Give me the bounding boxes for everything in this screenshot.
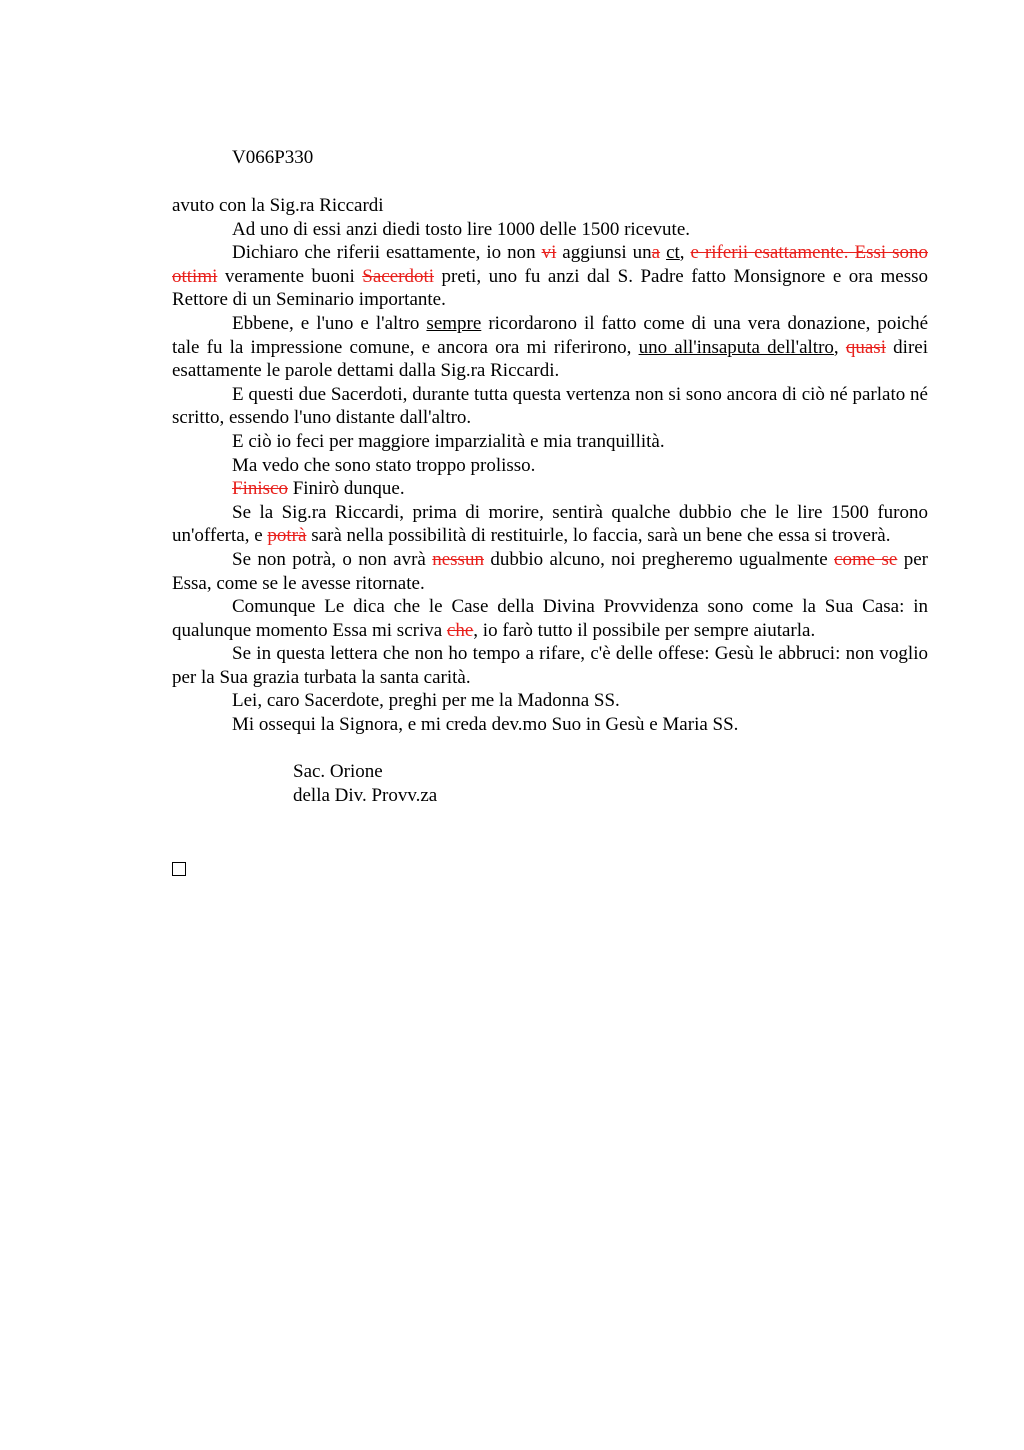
paragraph xyxy=(172,218,928,242)
text-segment: Se in questa lettera che non ho tempo a rifare, c'è delle offese: Gesù le abbruci: non voglio per la Sua grazia turbata la santa carità. xyxy=(172,643,928,688)
paragraph xyxy=(172,595,928,642)
paragraph xyxy=(172,454,928,478)
text-segment: avuto con la Sig.ra Riccardi xyxy=(172,195,384,216)
signature-spacer xyxy=(172,737,928,761)
text-segment: veramente buoni xyxy=(217,265,363,287)
text-segment: Ad uno di essi anzi diedi tosto lire 1000 delle 1500 ricevute. xyxy=(232,218,691,240)
deleted-text: quasi xyxy=(845,336,886,358)
text-segment: ricordarono il fatto come di una vera donazione, poiché tale fu la impressione comune, e ancora ora mi riferirono, xyxy=(172,312,929,358)
paragraph xyxy=(172,383,928,430)
deleted-text: Sacerdoti xyxy=(362,265,435,287)
paragraph xyxy=(172,430,928,454)
paragraph xyxy=(172,713,928,737)
text-segment: preti, uno fu anzi dal S. Padre fatto Monsignore e ora messo Rettore di un Seminario importante. xyxy=(172,265,928,311)
paragraph xyxy=(172,642,928,689)
deleted-text: a xyxy=(651,242,661,264)
deleted-text: Finisco xyxy=(232,478,288,500)
text-segment: dubbio alcuno, noi pregheremo ugualmente xyxy=(483,548,835,570)
deleted-text: vi xyxy=(541,242,557,264)
paragraph xyxy=(172,548,928,595)
paragraph xyxy=(172,312,928,383)
text-segment: per Essa, come se le avesse ritornate. xyxy=(172,548,929,594)
deleted-text: come se xyxy=(834,548,898,570)
paragraph xyxy=(172,689,928,713)
text-segment: Mi ossequi la Signora, e mi creda dev.mo Suo in Gesù e Maria SS. xyxy=(232,714,739,736)
text-segment: Se la Sig.ra Riccardi, prima di morire, sentirà qualche dubbio che le lire 1500 furono un'offerta, e xyxy=(172,501,928,547)
signature-title: della Div. Provv.za xyxy=(293,784,438,806)
text-segment: Lei, caro Sacerdote, preghi per me la Madonna SS. xyxy=(232,690,620,712)
text-segment: Ebbene, e l'uno e l'altro xyxy=(232,312,427,334)
text-segment: E ciò io feci per maggiore imparzialità e mia tranquillità. xyxy=(232,430,665,452)
underlined-text: uno all'insaputa dell'altro xyxy=(638,336,834,358)
text-segment: E questi due Sacerdoti, durante tutta questa vertenza non si sono ancora di ciò né parlato né scritto, essendo l'uno distante dall'altro. xyxy=(172,383,928,429)
paragraph xyxy=(172,477,928,501)
document-id: V066P330 xyxy=(232,147,314,168)
text-segment: Finirò dunque. xyxy=(287,478,405,500)
text-segment: Se non potrà, o non avrà xyxy=(232,548,433,570)
text-segment: , io farò tutto il possibile per sempre aiutarla. xyxy=(473,619,816,641)
paragraph xyxy=(172,194,928,218)
deleted-text: che xyxy=(446,619,474,641)
text-segment: aggiunsi un xyxy=(556,242,652,264)
letter-body xyxy=(172,194,928,807)
deleted-text: nessun xyxy=(432,548,484,570)
paragraph xyxy=(172,241,928,312)
text-segment: , xyxy=(679,242,691,264)
text-segment: sarà nella possibilità di restituirle, lo faccia, sarà un bene che essa si troverà. xyxy=(306,525,891,547)
empty-square-icon xyxy=(172,862,186,876)
signature-name: Sac. Orione xyxy=(293,761,383,783)
deleted-text: e riferii esattamente. Essi sono ottimi xyxy=(172,242,929,287)
underlined-text: sempre xyxy=(426,312,482,334)
paragraph-list xyxy=(172,194,928,737)
text-segment: direi esattamente le parole dettami dalla Sig.ra Riccardi. xyxy=(172,336,928,382)
underlined-text: ct xyxy=(666,242,680,264)
text-segment: , xyxy=(833,336,846,358)
text-segment: Comunque Le dica che le Case della Divina Provvidenza sono come la Sua Casa: in qualunque momento Essa mi scriva xyxy=(172,596,928,641)
text-segment: Dichiaro che riferii esattamente, io non xyxy=(232,242,542,264)
deleted-text: potrà xyxy=(267,525,307,547)
text-segment: Ma vedo che sono stato troppo prolisso. xyxy=(232,454,536,476)
paragraph xyxy=(172,501,928,548)
